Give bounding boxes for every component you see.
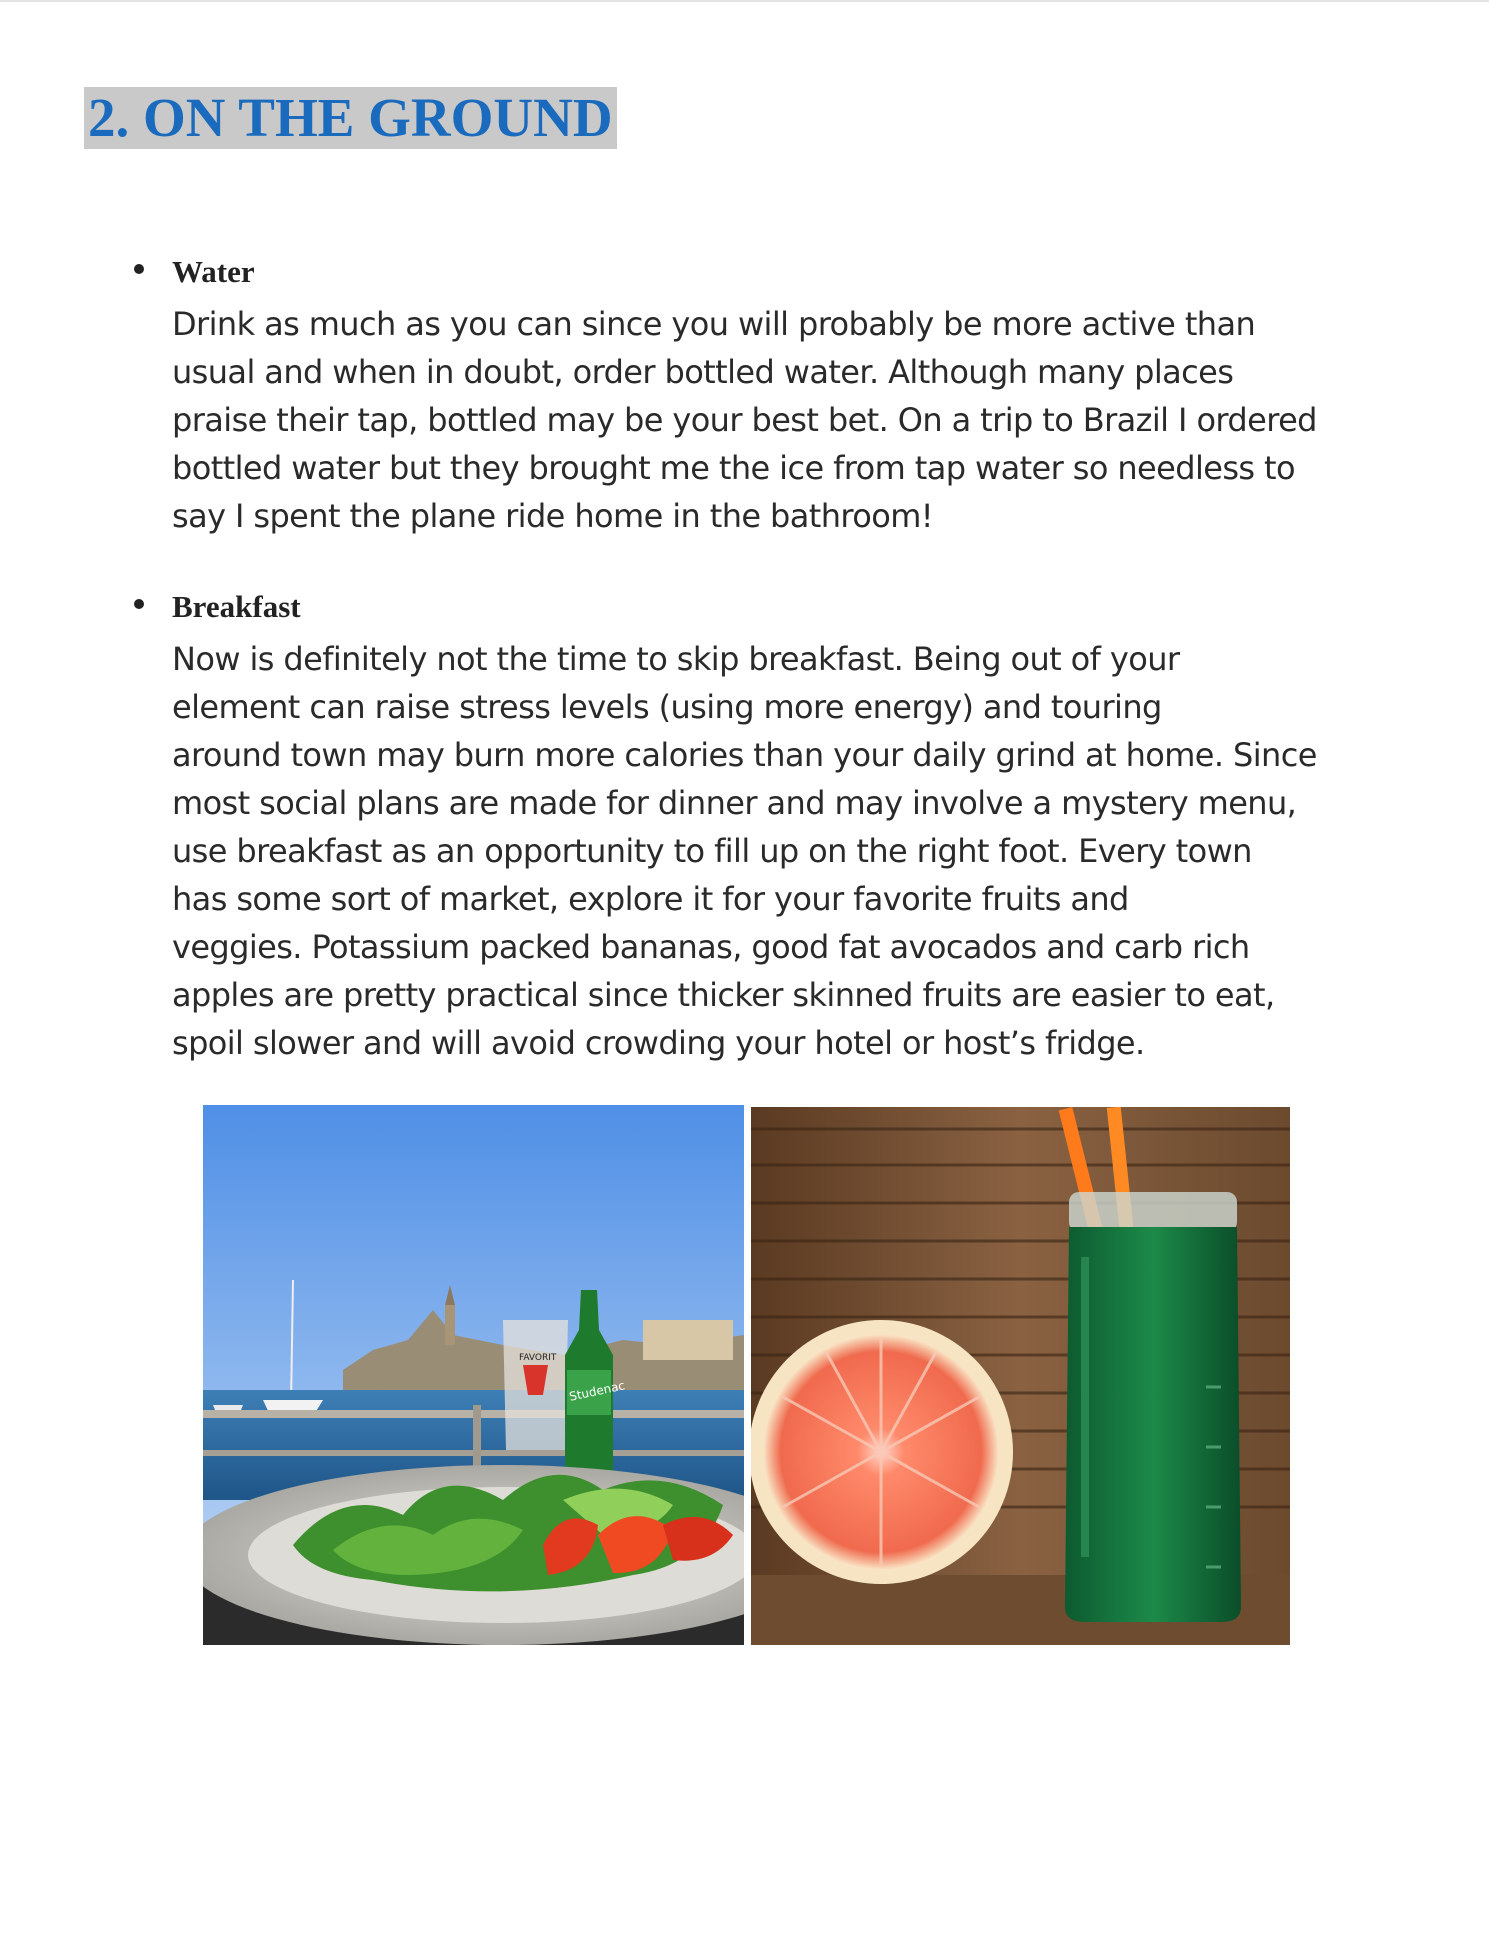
- breakfast-line: has some sort of market, explore it for your favorite fruits and: [172, 880, 1129, 918]
- water-line: praise their tap, bottled may be your best bet. On a trip to Brazil I ordered: [172, 401, 1317, 439]
- water-title: Water: [172, 254, 255, 289]
- water-line: Drink as much as you can since you will probably be more active than: [172, 305, 1256, 343]
- breakfast-line: apples are pretty practical since thicker skinned fruits are easier to eat,: [172, 976, 1275, 1014]
- breakfast-title: Breakfast: [172, 589, 301, 624]
- water-section: [172, 252, 1412, 540]
- top-border: [0, 0, 1489, 2]
- breakfast-line: around town may burn more calories than your daily grind at home. Since: [172, 736, 1317, 774]
- glass-label: FAVORIT: [519, 1353, 557, 1363]
- breakfast-line: most social plans are made for dinner and may involve a mystery menu,: [172, 784, 1297, 822]
- bullet: [134, 264, 144, 274]
- breakfast-line: use breakfast as an opportunity to fill up on the right foot. Every town: [172, 832, 1252, 870]
- bottle-label: Studenac: [567, 1378, 627, 1404]
- page-heading: 2. ON THE GROUND: [84, 87, 617, 149]
- church-tower: [445, 1305, 455, 1345]
- water-line: usual and when in doubt, order bottled water. Although many places: [172, 353, 1234, 391]
- salad-harbor-photo: [203, 1105, 744, 1645]
- breakfast-section: [172, 587, 1412, 1067]
- breakfast-line: Now is definitely not the time to skip breakfast. Being out of your: [172, 640, 1180, 678]
- breakfast-line: veggies. Potassium packed bananas, good fat avocados and carb rich: [172, 928, 1250, 966]
- breakfast-line: spoil slower and will avoid crowding your hotel or host’s fridge.: [172, 1024, 1145, 1062]
- water-line: say I spent the plane ride home in the bathroom!: [172, 497, 934, 535]
- water-line: bottled water but they brought me the ice from tap water so needless to: [172, 449, 1295, 487]
- breakfast-line: element can raise stress levels (using more energy) and touring: [172, 688, 1162, 726]
- bullet: [134, 599, 144, 609]
- grapefruit-smoothie-photo: [751, 1107, 1290, 1645]
